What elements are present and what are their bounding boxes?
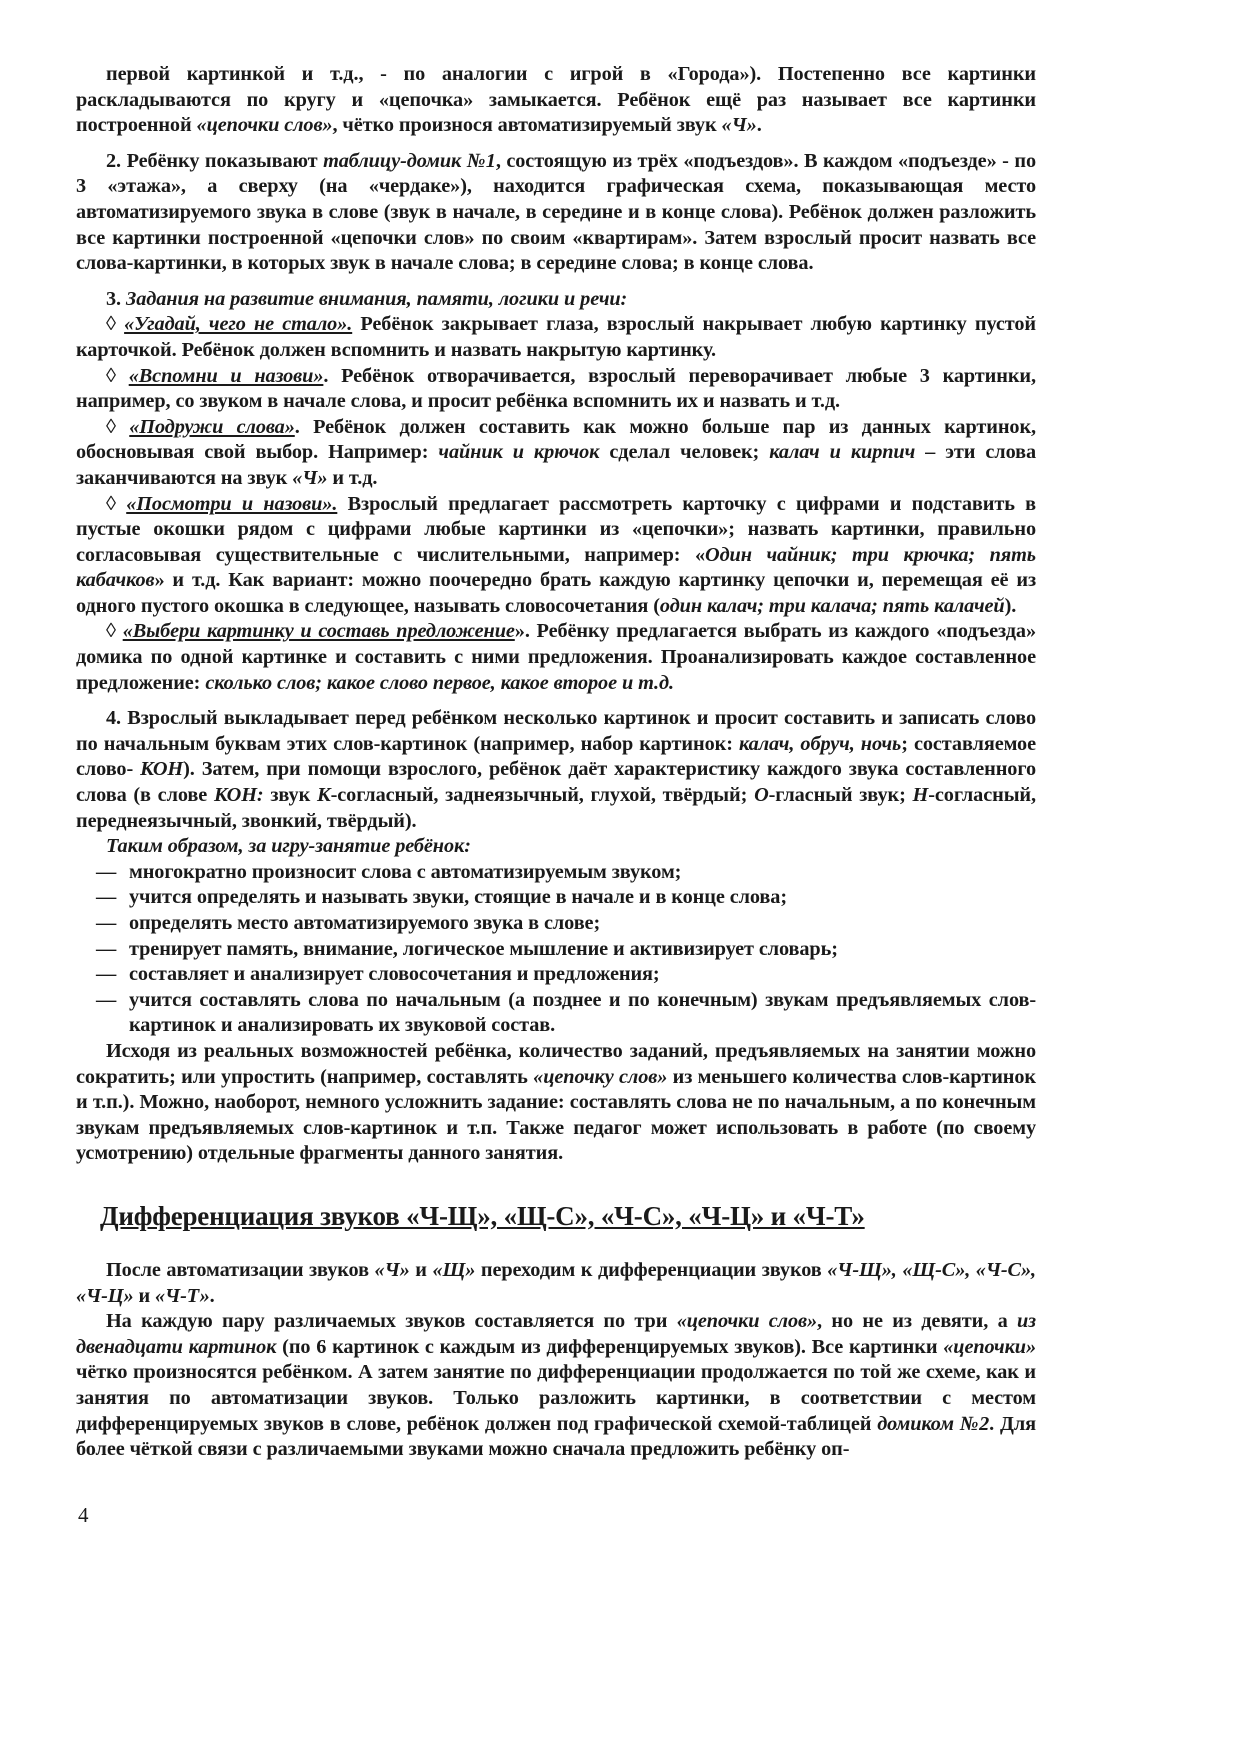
list-item xyxy=(76,885,1036,911)
paragraph xyxy=(76,312,1036,363)
emphasized-text: К xyxy=(316,784,331,807)
text-run: ◊ xyxy=(106,313,125,336)
paragraph xyxy=(76,149,1036,277)
emphasized-text: калач, обруч, ночь xyxy=(738,732,902,755)
emphasized-text: калач и кирпич xyxy=(769,441,916,464)
paragraph xyxy=(76,706,1036,834)
list-item-text: учится составлять слова по начальным (а позднее и по конечным) звукам предъявляемых слов-картинок и анализировать их звуковой состав. xyxy=(129,988,1036,1037)
text-run: , чётко произнося автоматизируемый звук xyxy=(332,114,722,137)
emphasized-text: КОН xyxy=(140,758,184,781)
text-run: и xyxy=(409,1258,433,1281)
list-item-text: составляет и анализирует словосочетания и предложения; xyxy=(129,963,660,986)
outcomes-list xyxy=(76,860,1036,1039)
text-run: 2. Ребёнку показывают xyxy=(106,149,324,172)
list-item xyxy=(76,860,1036,886)
emphasized-text: «Ч» xyxy=(374,1258,410,1281)
emphasized-text: «цепочки слов» xyxy=(676,1310,818,1333)
closing-paragraph xyxy=(76,1039,1036,1167)
text-run: , но не из девяти, а xyxy=(817,1310,1017,1333)
paragraph xyxy=(76,287,1036,313)
list-item xyxy=(76,937,1036,963)
text-run: ). xyxy=(1004,594,1017,617)
emphasized-text: из двенадцати картинок xyxy=(76,1310,1036,1358)
text-run: . Ребёнок отворачивается, взрослый переворачивает любые 3 картинки, например, со звуком в начале слова, и просит ребёнка вспомнить их и назвать и т.д. xyxy=(76,364,1036,413)
text-run: -согласный, переднеязычный, звонкий, твёрдый). xyxy=(76,784,1036,832)
text-run: Взрослый предлагает рассмотреть карточку с цифрами и подставить в пустые окошки рядом с цифрами любые картинки из «цепочки»; назвать картинки, правильно согласовывая существительные с числительными, например: « xyxy=(76,492,1036,566)
document-page xyxy=(76,62,1036,1463)
list-item-text: многократно произносит слова с автоматизируемым звуком; xyxy=(129,860,682,883)
emphasized-text: Таким образом, за игру-занятие ребёнок: xyxy=(106,835,471,858)
emphasized-text: «Ч» xyxy=(292,466,328,489)
text-run: (по 6 картинок с каждым из дифференцируемых звуков). Все картинки xyxy=(276,1335,944,1358)
text-run: ◊ xyxy=(106,364,129,387)
text-run: После автоматизации звуков xyxy=(106,1258,375,1281)
emphasized-text: один калач; три калача; пять калачей xyxy=(659,594,1005,617)
emphasized-text: Н xyxy=(912,784,929,807)
text-run: ◊ xyxy=(106,620,123,643)
paragraph xyxy=(76,492,1036,620)
emphasized-text: «Щ» xyxy=(432,1258,476,1281)
emphasized-text: «цепочки слов» xyxy=(196,114,333,137)
text-run: . xyxy=(209,1284,215,1307)
emphasized-text: «Вспомни и назови» xyxy=(128,364,324,387)
text-run: -согласный, заднеязычный, глухой, твёрдый; xyxy=(330,784,755,807)
emphasized-text: «Подружи слова» xyxy=(129,415,295,438)
text-run: сделал человек; xyxy=(599,441,770,464)
emphasized-text: «Угадай, чего не стало». xyxy=(124,313,353,336)
text-run: Исходя из реальных возможностей ребёнка, количество заданий, предъявляемых на занятии можно сократить; или упростить (например, составлять xyxy=(76,1039,1036,1088)
text-run: из меньшего количества слов-картинок и т.п.). Можно, наоборот, немного усложнить задание: составлять слова не по начальным, а по конечным звукам предъявляемых слов-картинок и т.п. Также педагог может использовать в работе (по своему усмотрению) отдельные фрагменты данного занятия. xyxy=(76,1065,1036,1165)
emphasized-text: О xyxy=(754,784,769,807)
text-run: . xyxy=(756,114,762,137)
paragraph xyxy=(76,1309,1036,1463)
list-item-text: определять место автоматизируемого звука в слове; xyxy=(129,912,601,934)
list-item-text: учится определять и называть звуки, стоящие в начале и в конце слова; xyxy=(129,886,787,909)
text-run: ». Ребёнку предлагается выбрать из каждого «подъезда» домика по одной картинке и составить с ними предложения. Проанализировать каждое составленное предложение: xyxy=(76,620,1036,694)
paragraph xyxy=(76,1258,1036,1309)
instructions-section xyxy=(76,62,1036,860)
emphasized-text: «цепочку слов» xyxy=(533,1065,668,1088)
emphasized-text: Задания на развитие внимания, памяти, логики и речи: xyxy=(125,287,628,310)
text-run: чётко произносятся ребёнком. А затем занятие по дифференциации продолжается по той же схеме, как и занятия по автоматизации звуков. Только разложить картинки, в соответствии с местом дифференцируемых звуков в слове, ребёнок должен под графической схемой-таблицей xyxy=(76,1361,1036,1435)
list-item xyxy=(76,911,1036,937)
text-run: . Ребёнок должен составить как можно больше пар из данных картинок, обосновывая свой выбор. Например: xyxy=(76,415,1036,464)
dash-bullet: — xyxy=(96,886,117,909)
emphasized-text: домиком №2 xyxy=(877,1412,990,1435)
emphasized-text: «Ч» xyxy=(721,114,757,137)
paragraph xyxy=(76,834,1036,860)
text-run: , состоящую из трёх «подъездов». В каждом «подъезде» - по 3 «этажа», а сверху (на «чердаке»), находится графическая схема, показывающая место автоматизируемого звука в слове (звук в начале, в середине и в конце слова). Ребёнок должен разложить все картинки построенной «цепочки слов» по своим «квартирам». Затем взрослый просит назвать все слова-картинки, в которых звук в начале слова; в середине слова; в конце слова. xyxy=(76,149,1037,275)
section-heading: Дифференциация звуков «Ч-Щ», «Щ-С», «Ч-С», «Ч-Ц» и «Ч-Т» xyxy=(100,1200,865,1231)
paragraph xyxy=(76,62,1036,139)
text-run: 3. xyxy=(106,287,126,310)
list-item-text: тренирует память, внимание, логическое мышление и активизирует словарь; xyxy=(129,937,838,960)
text-run: ◊ xyxy=(106,415,130,438)
text-run: – эти слова заканчиваются на звук xyxy=(76,441,1036,489)
emphasized-text: сколько слов; какое слово первое, какое второе и т.д. xyxy=(205,671,674,694)
emphasized-text: «Выбери картинку и составь предложение xyxy=(122,620,515,643)
emphasized-text: «цепочки» xyxy=(943,1335,1036,1358)
text-run: ◊ xyxy=(106,492,127,515)
list-item xyxy=(76,988,1036,1039)
dash-bullet: — xyxy=(96,963,117,986)
dash-bullet: — xyxy=(96,937,117,960)
dash-bullet: — xyxy=(96,988,117,1011)
dash-bullet: — xyxy=(96,860,117,883)
differentiation-section xyxy=(76,1258,1036,1463)
text-run: и xyxy=(133,1284,156,1307)
text-run: первой картинкой и т.д., - по аналогии с игрой в «Города»). Постепенно все картинки раскладываются по кругу и «цепочка» замыкается. Ребёнок ещё раз называет все картинки построенной xyxy=(76,63,1036,137)
text-run: Ребёнок закрывает глаза, взрослый накрывает любую картинку пустой карточкой. Ребёнок должен вспомнить и назвать накрытую картинку. xyxy=(76,313,1036,361)
paragraph xyxy=(76,619,1036,696)
emphasized-text: КОН: xyxy=(213,784,264,807)
emphasized-text: «Посмотри и назови». xyxy=(126,492,338,515)
text-run: переходим к дифференциации звуков xyxy=(475,1258,828,1281)
text-run: . Для более чёткой связи с различаемыми звуками можно сначала предложить ребёнку оп- xyxy=(76,1412,1036,1461)
list-item xyxy=(76,962,1036,988)
text-run: 4. Взрослый выкладывает перед ребёнком несколько картинок и просит составить и записать слово по начальным буквам этих слов-картинок (например, набор картинок: xyxy=(76,707,1036,755)
paragraph xyxy=(76,415,1036,492)
dash-bullet: — xyxy=(96,912,117,934)
text-run: -гласный звук; xyxy=(768,784,913,807)
emphasized-text: «Ч-Щ», «Щ-С», «Ч-С», «Ч-Ц» xyxy=(76,1258,1036,1307)
text-run: звук xyxy=(263,784,317,807)
text-run: и т.д. xyxy=(327,466,378,489)
text-run: » и т.д. Как вариант: можно поочередно брать каждую картинку цепочки и, перемещая её из одного пустого окошка в следующее, называть словосочетания ( xyxy=(76,569,1036,617)
emphasized-text: чайник и крючок xyxy=(438,441,600,464)
emphasized-text: Один чайник; три крючка; пять кабачков xyxy=(76,543,1036,592)
emphasized-text: «Ч-Т» xyxy=(155,1284,210,1307)
text-run: На каждую пару различаемых звуков составляется по три xyxy=(106,1310,677,1333)
text-run: ; составляемое слово- xyxy=(76,732,1036,781)
text-run: ). Затем, при помощи взрослого, ребёнок даёт характеристику каждого звука составленного слова (в слове xyxy=(76,758,1036,807)
page-number: 4 xyxy=(78,1503,89,1527)
paragraph xyxy=(76,364,1036,415)
emphasized-text: таблицу-домик №1 xyxy=(323,149,496,172)
